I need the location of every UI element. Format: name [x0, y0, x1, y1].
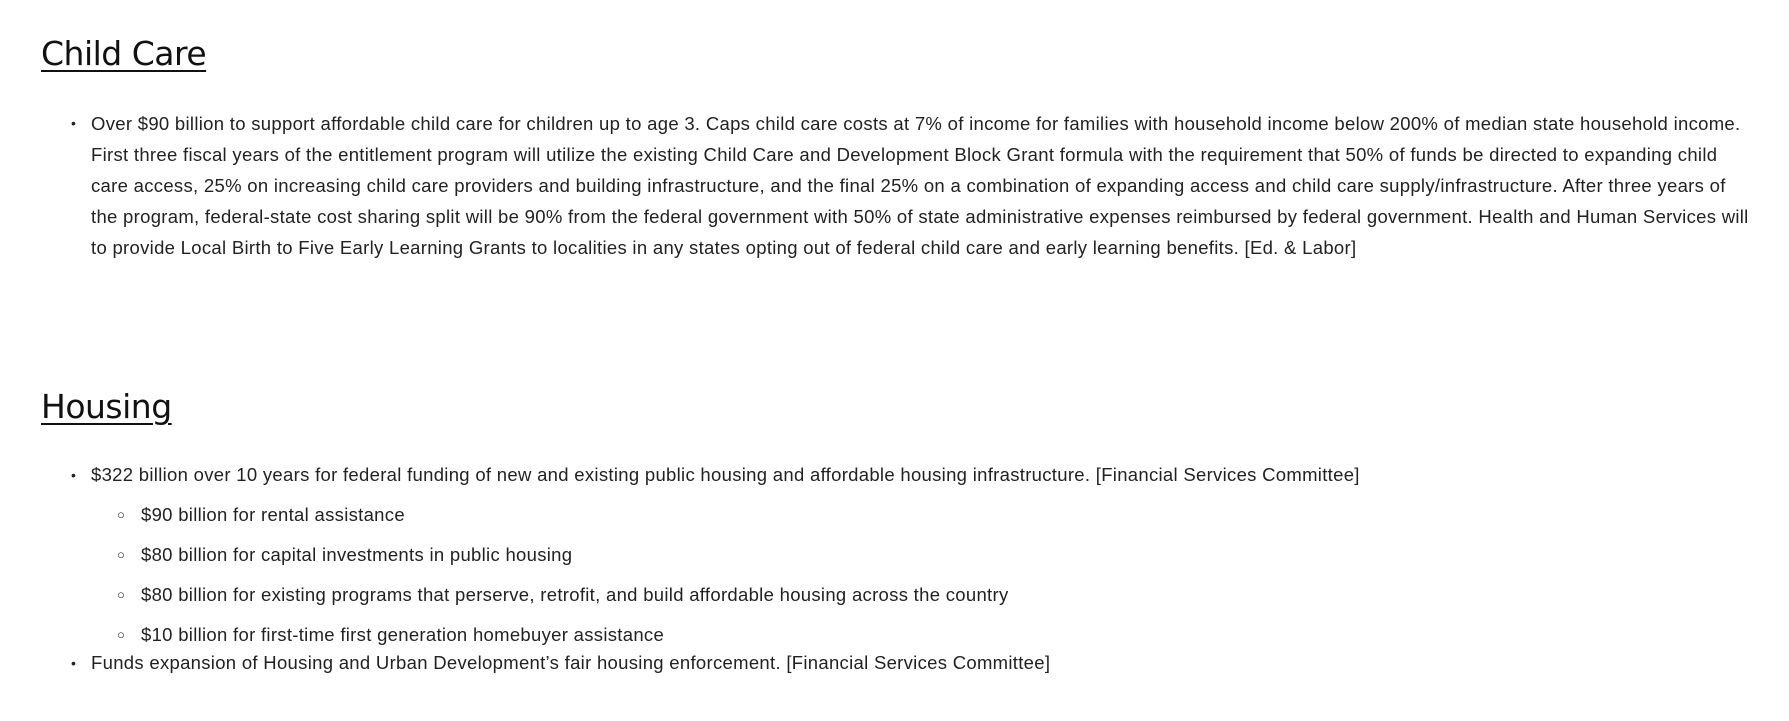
sub-list-item: [0, 501, 1756, 529]
list-item-text: Funds expansion of Housing and Urban Development’s fair housing enforcement. [Financial Services Committee]: [91, 652, 1051, 673]
circle-bullet-icon: ○: [117, 627, 126, 642]
housing-list: [0, 461, 1756, 689]
bullet-icon: •: [71, 655, 77, 671]
circle-bullet-icon: ○: [117, 547, 126, 562]
sub-list-item-text: $80 billion for capital investments in public housing: [141, 544, 573, 565]
sub-list-item: [0, 541, 1756, 569]
bullet-icon: •: [71, 115, 77, 131]
sub-list-item: [0, 581, 1756, 609]
sub-list-item: [0, 621, 1756, 649]
section-title-child-care: Child Care: [41, 34, 207, 73]
list-item-text: Over $90 billion to support affordable child care for children up to age 3. Caps child care costs at 7% of income for families with household income below 200% of median state household income. First three fiscal years of the entitlement program will utilize the existing Child Care and Development Block Grant formula with the requirement that 50% of funds be directed to expanding child care access, 25% on increasing child care providers and building infrastructure, and the final 25% on a combination of expanding access and child care supply/infrastructure. After three years of the program, federal-state cost sharing split will be 90% from the federal government with 50% of state administrative expenses reimbursed by federal government. Health and Human Services will to provide Local Birth to Five Early Learning Grants to localities in any states opting out of federal child care and early learning benefits. [Ed. & Labor]: [91, 113, 1749, 258]
list-item-text: $322 billion over 10 years for federal funding of new and existing public housing and affordable housing infrastructure. [Financial Services Committee]: [91, 464, 1360, 485]
circle-bullet-icon: ○: [117, 587, 126, 602]
child-care-list: [0, 108, 1756, 263]
sub-list-item-text: $90 billion for rental assistance: [141, 504, 405, 525]
sub-list-item-text: $80 billion for existing programs that perserve, retrofit, and build affordable housing across the country: [141, 584, 1009, 605]
sub-list-item-text: $10 billion for first-time first generation homebuyer assistance: [141, 624, 665, 645]
list-item: [0, 649, 1756, 677]
list-item: [0, 461, 1756, 649]
bullet-icon: •: [71, 467, 77, 483]
circle-bullet-icon: ○: [117, 507, 126, 522]
housing-sub-list: [91, 501, 1756, 649]
list-item: [0, 108, 1756, 263]
section-title-housing: Housing: [41, 387, 172, 426]
